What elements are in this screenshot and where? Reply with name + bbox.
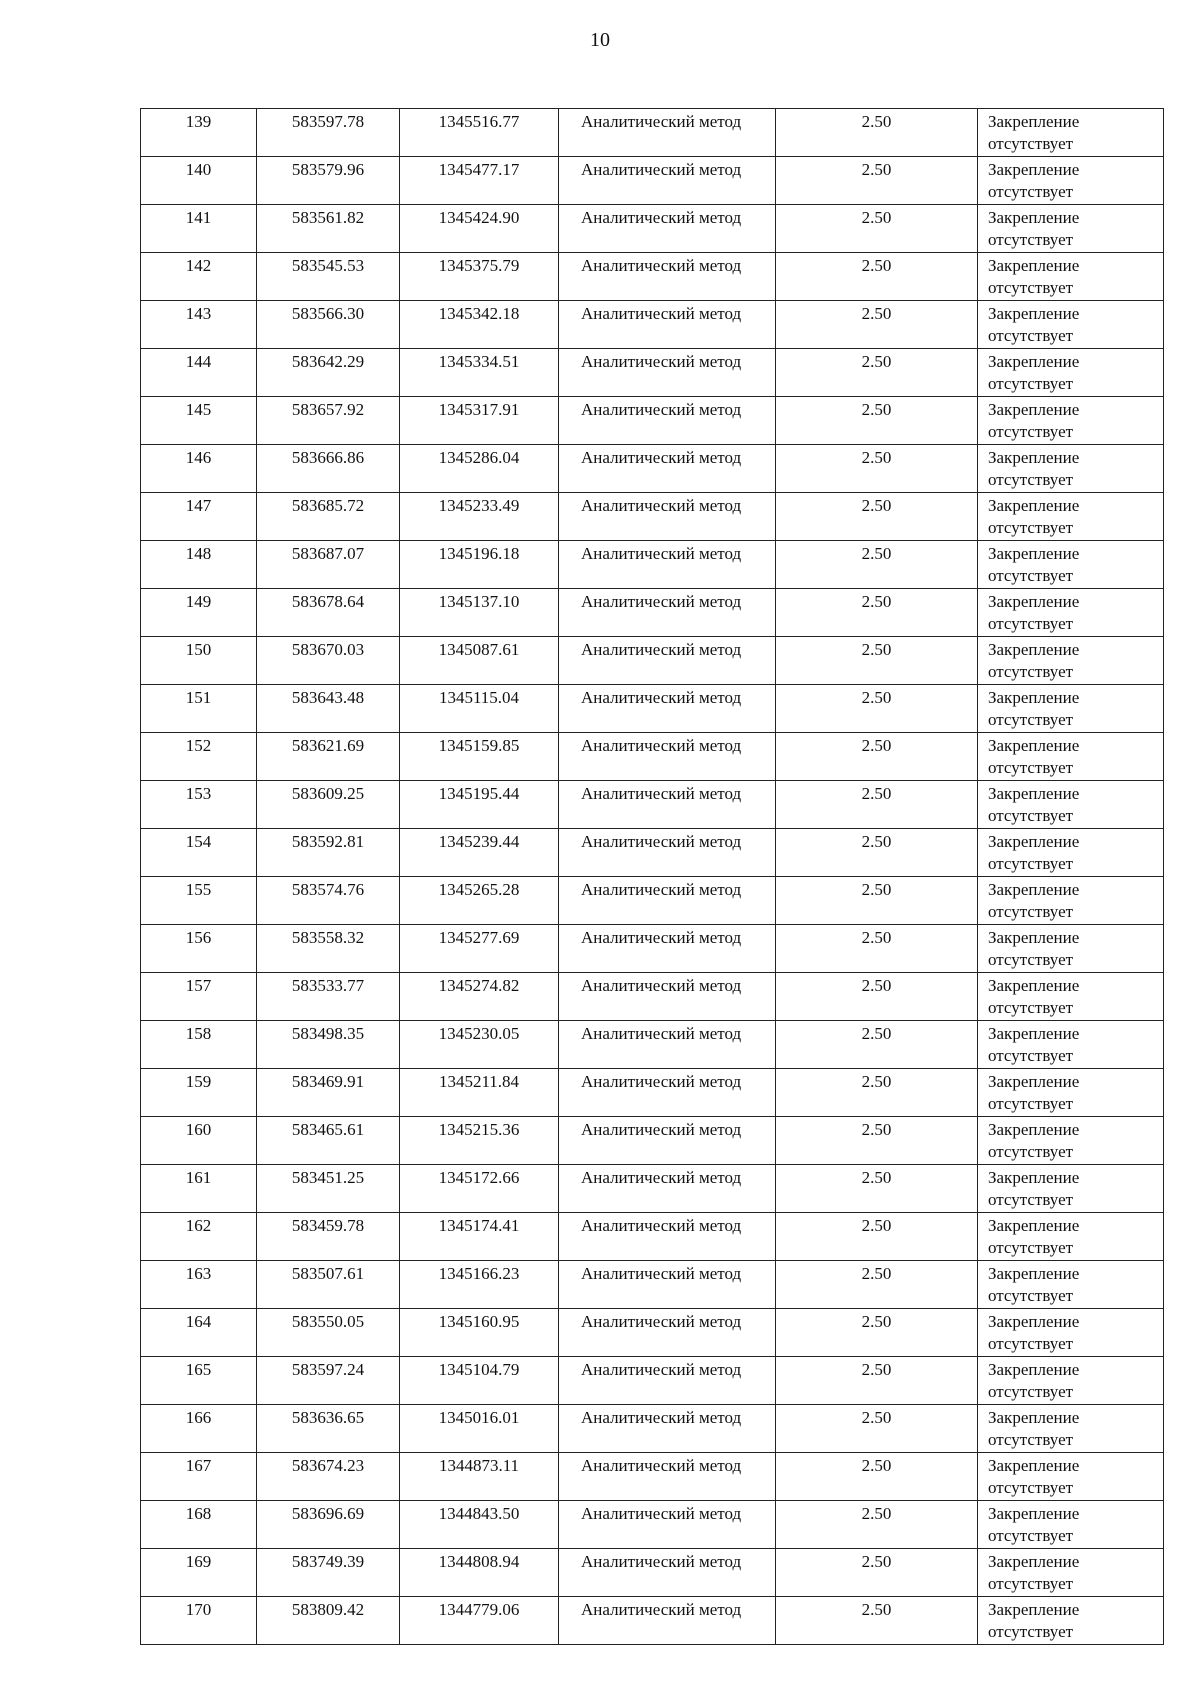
x-coordinate-cell: 583678.64	[257, 589, 400, 637]
method-cell: Аналитический метод	[559, 829, 776, 877]
x-coordinate-cell: 583550.05	[257, 1309, 400, 1357]
fixing-text: отсутствует	[988, 614, 1074, 633]
point-number-cell: 146	[141, 445, 257, 493]
method-cell: Аналитический метод	[559, 1501, 776, 1549]
table-row	[141, 1117, 1164, 1165]
fixing-text: отсутствует	[988, 1238, 1074, 1257]
method-cell: Аналитический метод	[559, 973, 776, 1021]
fixing-text: Закрепление	[988, 784, 1080, 803]
fixing-cell	[978, 1021, 1164, 1069]
x-coordinate-cell: 583621.69	[257, 733, 400, 781]
table-row	[141, 397, 1164, 445]
method-cell: Аналитический метод	[559, 1213, 776, 1261]
accuracy-cell: 2.50	[776, 1213, 978, 1261]
fixing-cell	[978, 637, 1164, 685]
fixing-text: Закрепление	[988, 1024, 1080, 1043]
table-row	[141, 973, 1164, 1021]
fixing-cell	[978, 445, 1164, 493]
fixing-text: отсутствует	[988, 422, 1074, 441]
table-body	[141, 109, 1164, 1645]
method-cell: Аналитический метод	[559, 1309, 776, 1357]
method-cell: Аналитический метод	[559, 349, 776, 397]
fixing-text: отсутствует	[988, 1286, 1074, 1305]
point-number-cell: 167	[141, 1453, 257, 1501]
method-cell: Аналитический метод	[559, 1261, 776, 1309]
point-number-cell: 163	[141, 1261, 257, 1309]
accuracy-cell: 2.50	[776, 109, 978, 157]
y-coordinate-cell: 1345174.41	[400, 1213, 559, 1261]
x-coordinate-cell: 583579.96	[257, 157, 400, 205]
table-row	[141, 1357, 1164, 1405]
method-cell: Аналитический метод	[559, 109, 776, 157]
fixing-text: отсутствует	[988, 1478, 1074, 1497]
accuracy-cell: 2.50	[776, 349, 978, 397]
accuracy-cell: 2.50	[776, 685, 978, 733]
point-number-cell: 157	[141, 973, 257, 1021]
fixing-text: отсутствует	[988, 902, 1074, 921]
x-coordinate-cell: 583465.61	[257, 1117, 400, 1165]
fixing-cell	[978, 733, 1164, 781]
x-coordinate-cell: 583507.61	[257, 1261, 400, 1309]
table-row	[141, 205, 1164, 253]
x-coordinate-cell: 583666.86	[257, 445, 400, 493]
x-coordinate-cell: 583459.78	[257, 1213, 400, 1261]
y-coordinate-cell: 1345160.95	[400, 1309, 559, 1357]
point-number-cell: 162	[141, 1213, 257, 1261]
x-coordinate-cell: 583674.23	[257, 1453, 400, 1501]
fixing-text: отсутствует	[988, 1046, 1074, 1065]
table-row	[141, 157, 1164, 205]
y-coordinate-cell: 1345137.10	[400, 589, 559, 637]
x-coordinate-cell: 583609.25	[257, 781, 400, 829]
x-coordinate-cell: 583597.78	[257, 109, 400, 157]
accuracy-cell: 2.50	[776, 1549, 978, 1597]
point-number-cell: 140	[141, 157, 257, 205]
fixing-text: отсутствует	[988, 278, 1074, 297]
x-coordinate-cell: 583657.92	[257, 397, 400, 445]
table-row	[141, 589, 1164, 637]
point-number-cell: 156	[141, 925, 257, 973]
fixing-text: Закрепление	[988, 832, 1080, 851]
fixing-cell	[978, 1549, 1164, 1597]
fixing-text: Закрепление	[988, 496, 1080, 515]
y-coordinate-cell: 1345286.04	[400, 445, 559, 493]
point-number-cell: 153	[141, 781, 257, 829]
y-coordinate-cell: 1345334.51	[400, 349, 559, 397]
x-coordinate-cell: 583574.76	[257, 877, 400, 925]
fixing-text: Закрепление	[988, 208, 1080, 227]
fixing-cell	[978, 1117, 1164, 1165]
method-cell: Аналитический метод	[559, 301, 776, 349]
point-number-cell: 165	[141, 1357, 257, 1405]
x-coordinate-cell: 583498.35	[257, 1021, 400, 1069]
accuracy-cell: 2.50	[776, 1309, 978, 1357]
page-number: 10	[590, 29, 610, 51]
fixing-text: отсутствует	[988, 710, 1074, 729]
accuracy-cell: 2.50	[776, 829, 978, 877]
y-coordinate-cell: 1345159.85	[400, 733, 559, 781]
y-coordinate-cell: 1345424.90	[400, 205, 559, 253]
x-coordinate-cell: 583469.91	[257, 1069, 400, 1117]
accuracy-cell: 2.50	[776, 1069, 978, 1117]
fixing-text: Закрепление	[988, 448, 1080, 467]
accuracy-cell: 2.50	[776, 1597, 978, 1645]
fixing-cell	[978, 1165, 1164, 1213]
x-coordinate-cell: 583685.72	[257, 493, 400, 541]
y-coordinate-cell: 1345195.44	[400, 781, 559, 829]
y-coordinate-cell: 1345233.49	[400, 493, 559, 541]
x-coordinate-cell: 583749.39	[257, 1549, 400, 1597]
fixing-cell	[978, 589, 1164, 637]
point-number-cell: 159	[141, 1069, 257, 1117]
point-number-cell: 152	[141, 733, 257, 781]
x-coordinate-cell: 583670.03	[257, 637, 400, 685]
fixing-text: отсутствует	[988, 1430, 1074, 1449]
fixing-text: Закрепление	[988, 352, 1080, 371]
y-coordinate-cell: 1345104.79	[400, 1357, 559, 1405]
method-cell: Аналитический метод	[559, 1357, 776, 1405]
fixing-text: отсутствует	[988, 1382, 1074, 1401]
point-number-cell: 170	[141, 1597, 257, 1645]
y-coordinate-cell: 1345230.05	[400, 1021, 559, 1069]
table-row	[141, 349, 1164, 397]
table-row	[141, 1501, 1164, 1549]
table-row	[141, 1213, 1164, 1261]
table-row	[141, 301, 1164, 349]
x-coordinate-cell: 583696.69	[257, 1501, 400, 1549]
method-cell: Аналитический метод	[559, 877, 776, 925]
method-cell: Аналитический метод	[559, 925, 776, 973]
fixing-cell	[978, 973, 1164, 1021]
point-number-cell: 142	[141, 253, 257, 301]
point-number-cell: 143	[141, 301, 257, 349]
y-coordinate-cell: 1344808.94	[400, 1549, 559, 1597]
fixing-text: отсутствует	[988, 566, 1074, 585]
fixing-cell	[978, 1309, 1164, 1357]
fixing-text: отсутствует	[988, 1334, 1074, 1353]
fixing-text: Закрепление	[988, 1312, 1080, 1331]
point-number-cell: 169	[141, 1549, 257, 1597]
method-cell: Аналитический метод	[559, 781, 776, 829]
accuracy-cell: 2.50	[776, 1357, 978, 1405]
fixing-text: Закрепление	[988, 1168, 1080, 1187]
fixing-text: отсутствует	[988, 182, 1074, 201]
accuracy-cell: 2.50	[776, 205, 978, 253]
accuracy-cell: 2.50	[776, 1117, 978, 1165]
table-row	[141, 877, 1164, 925]
fixing-text: отсутствует	[988, 950, 1074, 969]
fixing-text: отсутствует	[988, 1190, 1074, 1209]
point-number-cell: 160	[141, 1117, 257, 1165]
method-cell: Аналитический метод	[559, 541, 776, 589]
x-coordinate-cell: 583687.07	[257, 541, 400, 589]
method-cell: Аналитический метод	[559, 1021, 776, 1069]
point-number-cell: 168	[141, 1501, 257, 1549]
fixing-cell	[978, 1453, 1164, 1501]
fixing-cell	[978, 109, 1164, 157]
fixing-text: Закрепление	[988, 400, 1080, 419]
fixing-cell	[978, 397, 1164, 445]
fixing-cell	[978, 1213, 1164, 1261]
accuracy-cell: 2.50	[776, 1405, 978, 1453]
method-cell: Аналитический метод	[559, 685, 776, 733]
table-row	[141, 685, 1164, 733]
table-row	[141, 1549, 1164, 1597]
fixing-cell	[978, 685, 1164, 733]
point-number-cell: 148	[141, 541, 257, 589]
fixing-text: Закрепление	[988, 976, 1080, 995]
y-coordinate-cell: 1345516.77	[400, 109, 559, 157]
x-coordinate-cell: 583566.30	[257, 301, 400, 349]
accuracy-cell: 2.50	[776, 877, 978, 925]
x-coordinate-cell: 583642.29	[257, 349, 400, 397]
y-coordinate-cell: 1345115.04	[400, 685, 559, 733]
fixing-text: Закрепление	[988, 1360, 1080, 1379]
fixing-text: отсутствует	[988, 1574, 1074, 1593]
y-coordinate-cell: 1345172.66	[400, 1165, 559, 1213]
fixing-text: Закрепление	[988, 112, 1080, 131]
table-row	[141, 1165, 1164, 1213]
x-coordinate-cell: 583561.82	[257, 205, 400, 253]
method-cell: Аналитический метод	[559, 205, 776, 253]
table-row	[141, 493, 1164, 541]
y-coordinate-cell: 1345265.28	[400, 877, 559, 925]
accuracy-cell: 2.50	[776, 397, 978, 445]
fixing-cell	[978, 1501, 1164, 1549]
fixing-cell	[978, 1597, 1164, 1645]
x-coordinate-cell: 583597.24	[257, 1357, 400, 1405]
fixing-text: Закрепление	[988, 736, 1080, 755]
fixing-cell	[978, 157, 1164, 205]
y-coordinate-cell: 1345087.61	[400, 637, 559, 685]
point-number-cell: 150	[141, 637, 257, 685]
accuracy-cell: 2.50	[776, 253, 978, 301]
accuracy-cell: 2.50	[776, 1501, 978, 1549]
fixing-text: отсутствует	[988, 806, 1074, 825]
fixing-text: отсутствует	[988, 662, 1074, 681]
fixing-cell	[978, 493, 1164, 541]
table-row	[141, 109, 1164, 157]
point-number-cell: 149	[141, 589, 257, 637]
fixing-text: Закрепление	[988, 640, 1080, 659]
accuracy-cell: 2.50	[776, 733, 978, 781]
fixing-text: Закрепление	[988, 256, 1080, 275]
table-row	[141, 541, 1164, 589]
x-coordinate-cell: 583809.42	[257, 1597, 400, 1645]
point-number-cell: 151	[141, 685, 257, 733]
y-coordinate-cell: 1344873.11	[400, 1453, 559, 1501]
y-coordinate-cell: 1344843.50	[400, 1501, 559, 1549]
fixing-text: Закрепление	[988, 1120, 1080, 1139]
accuracy-cell: 2.50	[776, 1165, 978, 1213]
x-coordinate-cell: 583451.25	[257, 1165, 400, 1213]
y-coordinate-cell: 1345317.91	[400, 397, 559, 445]
fixing-text: отсутствует	[988, 998, 1074, 1017]
method-cell: Аналитический метод	[559, 1117, 776, 1165]
accuracy-cell: 2.50	[776, 157, 978, 205]
method-cell: Аналитический метод	[559, 1069, 776, 1117]
fixing-cell	[978, 829, 1164, 877]
fixing-cell	[978, 301, 1164, 349]
fixing-cell	[978, 877, 1164, 925]
table-row	[141, 1021, 1164, 1069]
y-coordinate-cell: 1345477.17	[400, 157, 559, 205]
method-cell: Аналитический метод	[559, 397, 776, 445]
fixing-text: отсутствует	[988, 374, 1074, 393]
x-coordinate-cell: 583558.32	[257, 925, 400, 973]
fixing-text: Закрепление	[988, 1408, 1080, 1427]
x-coordinate-cell: 583533.77	[257, 973, 400, 1021]
method-cell: Аналитический метод	[559, 157, 776, 205]
table-row	[141, 1597, 1164, 1645]
method-cell: Аналитический метод	[559, 253, 776, 301]
fixing-cell	[978, 541, 1164, 589]
table-row	[141, 1453, 1164, 1501]
fixing-text: Закрепление	[988, 688, 1080, 707]
point-number-cell: 144	[141, 349, 257, 397]
fixing-text: Закрепление	[988, 1456, 1080, 1475]
y-coordinate-cell: 1345342.18	[400, 301, 559, 349]
y-coordinate-cell: 1344779.06	[400, 1597, 559, 1645]
y-coordinate-cell: 1345211.84	[400, 1069, 559, 1117]
fixing-text: Закрепление	[988, 304, 1080, 323]
fixing-cell	[978, 1357, 1164, 1405]
fixing-text: отсутствует	[988, 1094, 1074, 1113]
fixing-cell	[978, 1405, 1164, 1453]
table-row	[141, 1069, 1164, 1117]
fixing-text: Закрепление	[988, 592, 1080, 611]
accuracy-cell: 2.50	[776, 1453, 978, 1501]
fixing-text: Закрепление	[988, 1072, 1080, 1091]
accuracy-cell: 2.50	[776, 541, 978, 589]
method-cell: Аналитический метод	[559, 445, 776, 493]
point-number-cell: 164	[141, 1309, 257, 1357]
fixing-text: отсутствует	[988, 1622, 1074, 1641]
accuracy-cell: 2.50	[776, 781, 978, 829]
fixing-text: Закрепление	[988, 928, 1080, 947]
fixing-text: Закрепление	[988, 880, 1080, 899]
fixing-text: отсутствует	[988, 854, 1074, 873]
fixing-text: отсутствует	[988, 1142, 1074, 1161]
accuracy-cell: 2.50	[776, 1261, 978, 1309]
method-cell: Аналитический метод	[559, 733, 776, 781]
accuracy-cell: 2.50	[776, 301, 978, 349]
method-cell: Аналитический метод	[559, 1597, 776, 1645]
fixing-text: Закрепление	[988, 1264, 1080, 1283]
fixing-cell	[978, 1069, 1164, 1117]
table-row	[141, 445, 1164, 493]
x-coordinate-cell: 583545.53	[257, 253, 400, 301]
fixing-text: Закрепление	[988, 1552, 1080, 1571]
method-cell: Аналитический метод	[559, 1549, 776, 1597]
fixing-text: Закрепление	[988, 1600, 1080, 1619]
fixing-text: Закрепление	[988, 1216, 1080, 1235]
fixing-text: отсутствует	[988, 230, 1074, 249]
method-cell: Аналитический метод	[559, 589, 776, 637]
fixing-cell	[978, 781, 1164, 829]
fixing-text: отсутствует	[988, 470, 1074, 489]
fixing-cell	[978, 1261, 1164, 1309]
point-number-cell: 145	[141, 397, 257, 445]
y-coordinate-cell: 1345016.01	[400, 1405, 559, 1453]
table-row	[141, 925, 1164, 973]
table-row	[141, 1405, 1164, 1453]
table-row	[141, 1309, 1164, 1357]
method-cell: Аналитический метод	[559, 1405, 776, 1453]
point-number-cell: 166	[141, 1405, 257, 1453]
point-number-cell: 155	[141, 877, 257, 925]
fixing-text: Закрепление	[988, 1504, 1080, 1523]
accuracy-cell: 2.50	[776, 637, 978, 685]
point-number-cell: 147	[141, 493, 257, 541]
table-row	[141, 781, 1164, 829]
fixing-cell	[978, 349, 1164, 397]
fixing-text: Закрепление	[988, 160, 1080, 179]
accuracy-cell: 2.50	[776, 445, 978, 493]
point-number-cell: 158	[141, 1021, 257, 1069]
point-number-cell: 141	[141, 205, 257, 253]
method-cell: Аналитический метод	[559, 637, 776, 685]
fixing-text: отсутствует	[988, 518, 1074, 537]
accuracy-cell: 2.50	[776, 493, 978, 541]
method-cell: Аналитический метод	[559, 1165, 776, 1213]
x-coordinate-cell: 583643.48	[257, 685, 400, 733]
y-coordinate-cell: 1345196.18	[400, 541, 559, 589]
y-coordinate-cell: 1345277.69	[400, 925, 559, 973]
x-coordinate-cell: 583592.81	[257, 829, 400, 877]
point-number-cell: 139	[141, 109, 257, 157]
y-coordinate-cell: 1345166.23	[400, 1261, 559, 1309]
table-row	[141, 1261, 1164, 1309]
fixing-cell	[978, 253, 1164, 301]
y-coordinate-cell: 1345375.79	[400, 253, 559, 301]
fixing-text: отсутствует	[988, 134, 1074, 153]
point-number-cell: 161	[141, 1165, 257, 1213]
accuracy-cell: 2.50	[776, 925, 978, 973]
fixing-cell	[978, 925, 1164, 973]
y-coordinate-cell: 1345274.82	[400, 973, 559, 1021]
accuracy-cell: 2.50	[776, 973, 978, 1021]
accuracy-cell: 2.50	[776, 1021, 978, 1069]
y-coordinate-cell: 1345215.36	[400, 1117, 559, 1165]
table-row	[141, 829, 1164, 877]
method-cell: Аналитический метод	[559, 1453, 776, 1501]
table-row	[141, 733, 1164, 781]
table-row	[141, 637, 1164, 685]
fixing-text: отсутствует	[988, 1526, 1074, 1545]
fixing-text: Закрепление	[988, 544, 1080, 563]
fixing-cell	[978, 205, 1164, 253]
method-cell: Аналитический метод	[559, 493, 776, 541]
table-row	[141, 253, 1164, 301]
point-number-cell: 154	[141, 829, 257, 877]
y-coordinate-cell: 1345239.44	[400, 829, 559, 877]
accuracy-cell: 2.50	[776, 589, 978, 637]
coordinates-table	[140, 108, 1164, 1645]
fixing-text: отсутствует	[988, 326, 1074, 345]
x-coordinate-cell: 583636.65	[257, 1405, 400, 1453]
fixing-text: отсутствует	[988, 758, 1074, 777]
